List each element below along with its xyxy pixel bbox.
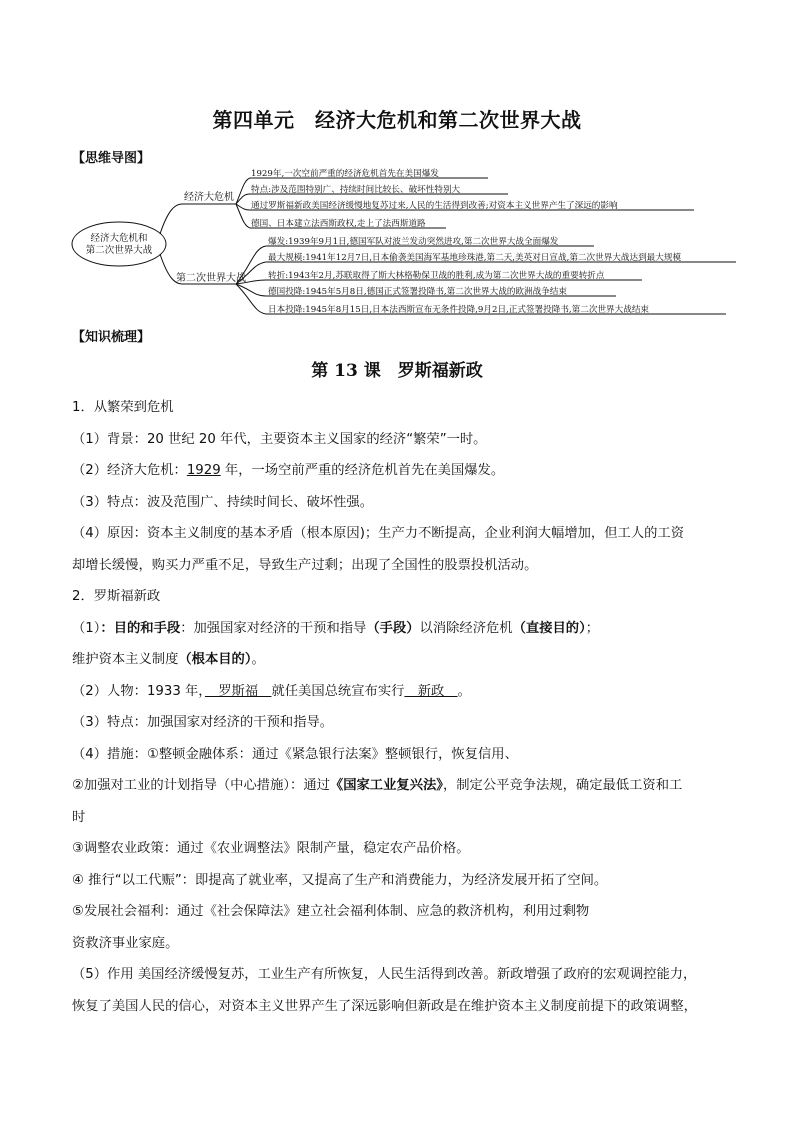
- mindmap-label: 【思维导图】: [72, 151, 151, 166]
- paragraph: [72, 676, 732, 708]
- mindmap-root-line2: 第二次世界大战: [85, 245, 153, 256]
- underlined-answer: 新政: [404, 683, 458, 699]
- text-span: （2）人物：1933 年，: [72, 683, 205, 699]
- paragraph: [72, 644, 732, 676]
- branch2-item: 转折:1943年2月,苏联取得了斯大林格勒保卫战的胜利,成为第二次世界大战的重要转折点: [268, 271, 605, 281]
- paragraph: ③调整农业政策：通过《农业调整法》限制产量，稳定农产品价格。: [72, 841, 470, 856]
- text-span: 。: [457, 683, 471, 699]
- branch1-label: 经济大危机: [184, 192, 234, 203]
- branch1-fan: [236, 178, 250, 228]
- paragraph: （3）特点：波及范围广、持续时间长、破坏性强。: [72, 494, 373, 510]
- paragraph: （5）作用 美国经济缓慢复苏，工业生产有所恢复，人民生活得到改善。新政增强了政府的宏观调控能力，: [72, 967, 697, 982]
- mindmap-root-node: [72, 222, 166, 266]
- branch1-item: 特点:涉及范围特别广、持续时间比较长、破坏性特别大: [251, 185, 461, 195]
- paragraph: 恢复了美国人民的信心，对资本主义世界产生了深远影响但新政是在维护资本主义制度前提下的政策调整，: [72, 998, 697, 1014]
- lesson-title: 第 13 课 罗斯福新政: [311, 361, 483, 381]
- bold-span: （手段）: [366, 620, 420, 636]
- paragraph: 却增长缓慢，购买力严重不足，导致生产过剩；出现了全国性的股票投机活动。: [72, 557, 538, 573]
- paragraph: （4）措施：①整顿金融体系：通过《紧急银行法案》整顿银行，恢复信用、: [72, 746, 518, 762]
- bold-span: 《国家工业复兴法》: [329, 778, 443, 793]
- paragraph: ④ 推行“以工代赈”：即提高了就业率，又提高了生产和消费能力，为经济发展开拓了空间。: [72, 872, 608, 888]
- branch1-item: 德国、日本建立法西斯政权,走上了法西斯道路: [251, 219, 426, 229]
- paragraph: 时: [72, 809, 86, 825]
- branch1-item: 通过罗斯福新政美国经济缓慢地复苏过来,人民的生活得到改善;对资本主义世界产生了深远的影响: [251, 201, 618, 211]
- text-span: 。: [251, 652, 265, 667]
- text-span: ；: [585, 620, 600, 636]
- text-span: ：加强国家对经济的干预和指导: [180, 620, 367, 636]
- mind-map: [0, 0, 794, 330]
- text-span: 维护资本主义制度: [72, 652, 179, 667]
- paragraph: [72, 613, 732, 645]
- paragraph: [72, 455, 732, 487]
- paragraph: 资救济事业家庭。: [72, 935, 179, 951]
- paragraph: （3）特点：加强国家对经济的干预和指导。: [72, 715, 334, 730]
- text-span: 年，一场空前严重的经济危机首先在美国爆发。: [220, 463, 505, 478]
- branch2-item: 爆发:1939年9月1日,德国军队对波兰发动突然进攻,第二次世界大战全面爆发: [268, 237, 559, 247]
- lesson-content: [72, 392, 732, 1022]
- heading-1: 1．从繁荣到危机: [72, 400, 174, 415]
- bold-span: ：目的和手段: [100, 620, 181, 636]
- paragraph: ⑤发展社会福利：通过《社会保障法》建立社会福利体制、应急的救济机构，利用过剩物: [72, 904, 590, 919]
- knowledge-label: 【知识梳理】: [72, 330, 151, 345]
- paragraph: [72, 770, 732, 802]
- underlined-answer: 罗斯福: [204, 683, 272, 699]
- text-span: ②加强对工业的计划指导（中心措施）：通过: [72, 778, 330, 793]
- branch2-label: 第二次世界大战: [176, 273, 246, 284]
- branch2-item: 日本投降:1945年8月15日,日本法西斯宣布无条件投降,9月2日,正式签署投降书,第二次世界大战结束: [268, 305, 650, 315]
- text-span: 就任美国总统宣布实行: [271, 683, 405, 699]
- bold-span: （直接目的）: [512, 620, 586, 636]
- branch2-fan: [236, 246, 266, 314]
- branch1-item: 1929年,一次空前严重的经济危机首先在美国爆发: [251, 169, 439, 179]
- paragraph: （4）原因：资本主义制度的基本矛盾（根本原因)；生产力不断提高，企业利润大幅增加，但工人的工资: [72, 526, 685, 541]
- text-span: 以消除经济危机: [419, 620, 513, 636]
- unit-title: 第四单元 经济大危机和第二次世界大战: [212, 108, 582, 132]
- underlined-answer: 1929: [186, 463, 221, 478]
- bold-span: （根本目的）: [178, 652, 252, 667]
- heading-2: 2．罗斯福新政: [72, 589, 161, 604]
- connector-root-branch1: [160, 204, 236, 234]
- text-span: ，制定公平竞争法规，确定最低工资和工: [442, 778, 683, 793]
- text-span: （2）经济大危机：: [72, 463, 187, 478]
- branch2-item: 德国投降:1945年5月8日,德国正式签署投降书,第二次世界大战的欧洲战争结束: [268, 287, 567, 297]
- text-span: （1）: [72, 620, 101, 636]
- branch2-item: 最大规模:1941年12月7日,日本偷袭美国海军基地珍珠港,第二天,美英对日宣战,第二次世界大战达到最大规模: [268, 253, 682, 263]
- paragraph: （1）背景：20 世纪 20 年代，主要资本主义国家的经济“繁荣”一时。: [72, 431, 487, 447]
- mindmap-root-line1: 经济大危机和: [90, 233, 148, 244]
